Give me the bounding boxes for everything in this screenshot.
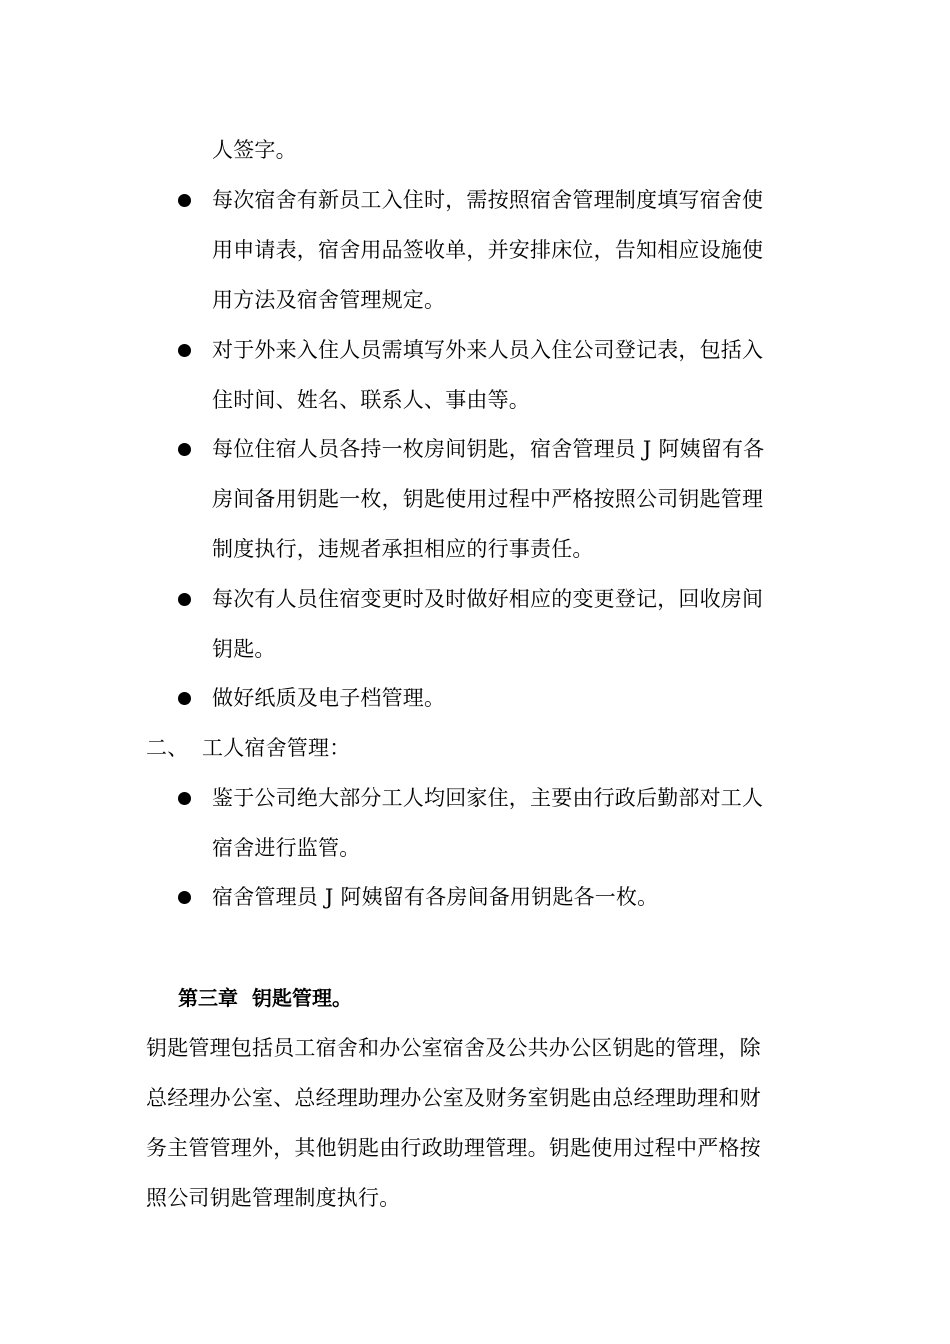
bullet-dot [178,344,191,357]
list-item-line: 对于外来入住人员需填写外来人员入住公司登记表，包括入 [212,338,764,362]
list-item-line: 用方法及宿舍管理规定。 [212,288,446,312]
list-item-line: 房间备用钥匙一枚，钥匙使用过程中严格按照公司钥匙管理 [212,487,764,511]
paragraph-line: 务主管管理外，其他钥匙由行政助理管理。钥匙使用过程中严格按 [146,1136,761,1160]
list-item-line: 每位住宿人员各持一枚房间钥匙，宿舍管理员 J 阿姨留有各 [212,437,765,461]
bullet-dot [178,891,191,904]
list-item-line: 每次有人员住宿变更时及时做好相应的变更登记，回收房间 [212,587,764,611]
bullet-dot [178,593,191,606]
chapter-heading [178,983,352,1013]
continued-text: 人签字。 [212,138,297,162]
paragraph-line: 照公司钥匙管理制度执行。 [146,1186,401,1210]
paragraph-line: 钥匙管理包括员工宿舍和办公室宿舍及公共办公区钥匙的管理，除 [146,1036,761,1060]
chapter-label: 第三章 [178,986,238,1010]
list-item-line: 住时间、姓名、联系人、事由等。 [212,388,530,412]
chapter-title: 钥匙管理。 [252,986,352,1010]
section-number: 二、 [146,736,189,760]
list-item-line: 做好纸质及电子档管理。 [212,686,446,710]
paragraph-line: 总经理办公室、总经理助理办公室及财务室钥匙由总经理助理和财 [146,1086,761,1110]
section-title: 工人宿舍管理： [202,736,351,760]
bullet-dot [178,792,191,805]
list-item-line: 宿舍进行监管。 [212,836,361,860]
list-item-line: 宿舍管理员 J 阿姨留有各房间备用钥匙各一枚。 [212,885,659,909]
list-item-line: 用申请表，宿舍用品签收单，并安排床位，告知相应设施使 [212,238,764,262]
list-item-line: 鉴于公司绝大部分工人均回家住，主要由行政后勤部对工人 [212,786,764,810]
bullet-dot [178,443,191,456]
list-item-line: 钥匙。 [212,637,276,661]
bullet-dot [178,692,191,705]
list-item-line: 每次宿舍有新员工入住时，需按照宿舍管理制度填写宿舍使 [212,188,764,212]
bullet-dot [178,194,191,207]
list-item-line: 制度执行，违规者承担相应的行事责任。 [212,537,594,561]
